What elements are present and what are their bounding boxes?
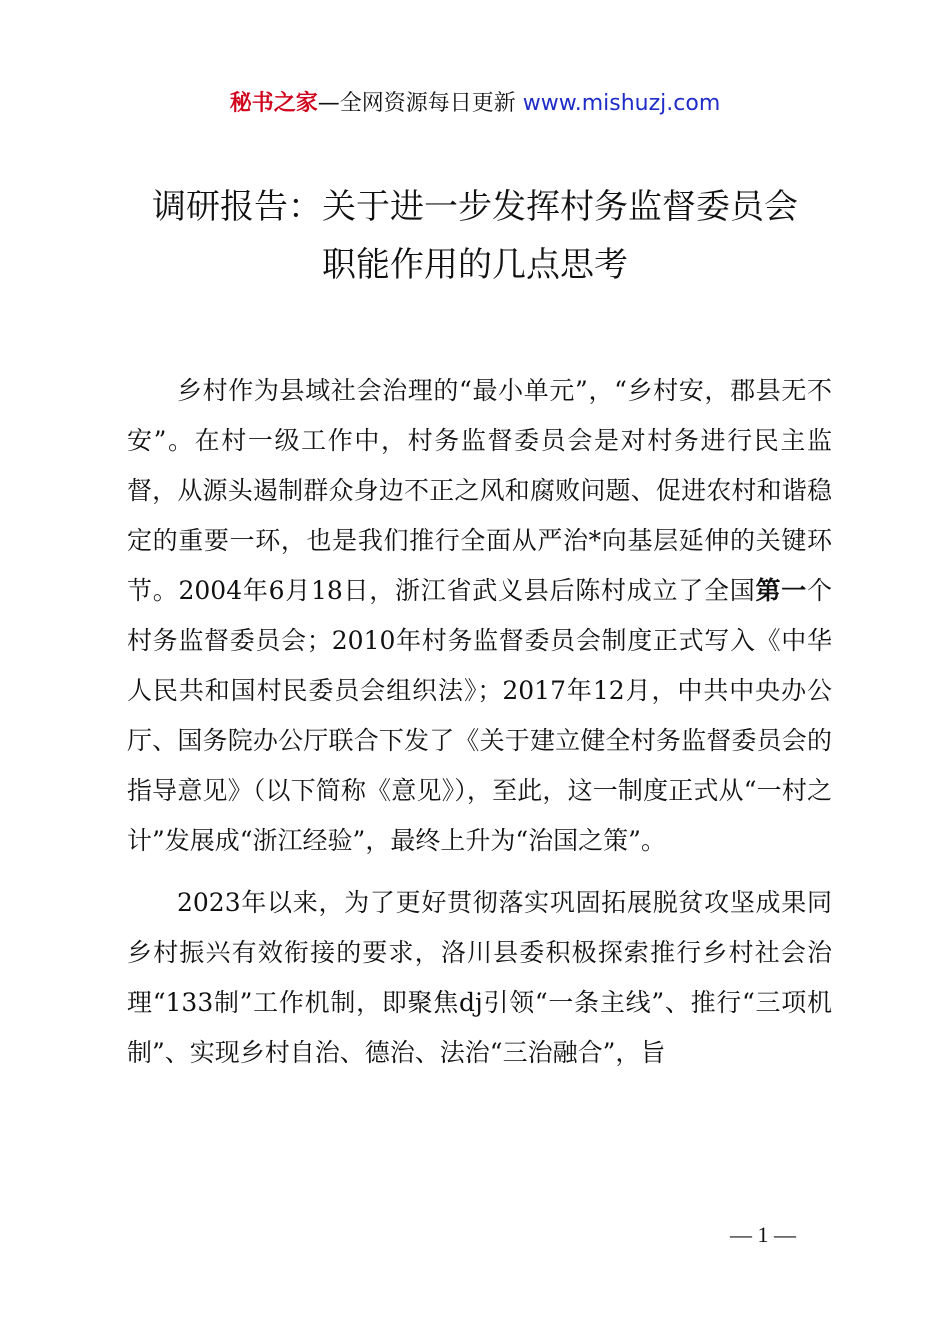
paragraph-2: 2023年以来，为了更好贯彻落实巩固拓展脱贫攻坚成果同乡村振兴有效衔接的要求，洛川县委积极探索推行乡村社会治理“133制”工作机制，即聚焦dj引领“一条主线”、推行“三项机制”、实现乡村自治、德治、法治“三治融合”，旨 [127,888,832,1067]
document-title [60,178,890,294]
paragraph-1 [127,366,832,866]
document-body [127,366,832,1078]
header-tagline: —全网资源每日更新 [317,91,516,116]
brand-name[interactable]: 秘书之家 [229,91,318,116]
site-header [0,86,950,122]
site-url-link[interactable]: www.mishuzj.com [522,91,721,116]
paragraph-1-text-a: 乡村作为县域社会治理的“最小单元”，“乡村安，郡县无不安”。在村一级工作中，村务监督委员会是对村务进行民主监督，从源头遏制群众身边不正之风和腐败问题、促进农村和谐稳定的重要一环，也是我们推行全面从严治*向基层延伸的关键环节。2004年6月18日，浙江省武义县后陈村成立了全国 [127,376,832,605]
title-line-2: 职能作用的几点思考 [322,245,628,285]
title-line-1: 调研报告：关于进一步发挥村务监督委员会 [152,187,798,227]
paragraph-1-bold-text: 第一 [755,576,807,605]
paragraph-1-text-b: 个村务监督委员会；2010年村务监督委员会制度正式写入《中华人民共和国村民委员会组织法》；2017年12月，中共中央办公厅、国务院办公厅联合下发了《关于建立健全村务监督委员会的指导意见》（以下简称《意见》），至此，这一制度正式从“一村之计”发展成“浙江经验”，最终上升为“治国之策”。 [127,576,832,855]
page-number: — 1 — [730,1222,796,1247]
